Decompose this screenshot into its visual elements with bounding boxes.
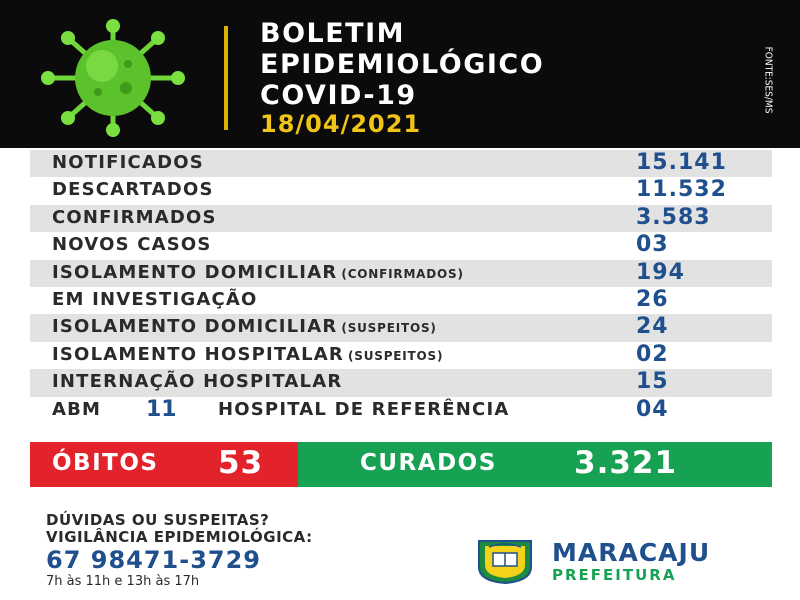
stat-value: 26 xyxy=(636,286,669,312)
deaths-label: ÓBITOS xyxy=(52,450,159,476)
stat-label: DESCARTADOS xyxy=(52,179,214,201)
bulletin-date: 18/04/2021 xyxy=(260,110,422,138)
cured-value: 3.321 xyxy=(574,445,678,481)
stat-row-em-investigacao xyxy=(30,287,772,314)
stat-row-abm xyxy=(30,397,772,424)
stat-value: 24 xyxy=(636,314,669,340)
deaths-total-box xyxy=(30,442,298,487)
title-line: BOLETIM xyxy=(260,18,406,49)
stat-row-isolamento-domiciliar-confirmados xyxy=(30,260,772,287)
stat-label: CONFIRMADOS xyxy=(52,206,217,228)
stat-row-isolamento-domiciliar-suspeitos xyxy=(30,314,772,341)
brand-city: MARACAJU xyxy=(552,538,711,567)
stat-label: ISOLAMENTO HOSPITALAR (SUSPEITOS) xyxy=(52,343,444,365)
stat-value: 02 xyxy=(636,341,669,367)
title-line: COVID-19 xyxy=(260,80,417,111)
contact-department: VIGILÂNCIA EPIDEMIOLÓGICA: xyxy=(46,528,313,546)
abm-label: ABM xyxy=(52,398,102,420)
stat-sublabel: (SUSPEITOS) xyxy=(347,348,444,363)
stat-sublabel: (CONFIRMADOS) xyxy=(341,266,464,281)
reference-hospital-label: HOSPITAL DE REFERÊNCIA xyxy=(218,398,510,420)
contact-block xyxy=(46,512,313,590)
stat-label: ISOLAMENTO DOMICILIAR (SUSPEITOS) xyxy=(52,316,437,338)
stat-row-isolamento-hospitalar-suspeitos xyxy=(30,342,772,369)
deaths-value: 53 xyxy=(218,445,264,481)
stat-value: 04 xyxy=(636,396,669,422)
coronavirus-icon xyxy=(28,18,198,138)
municipal-crest-icon xyxy=(475,537,535,585)
stat-label: NOVOS CASOS xyxy=(52,234,212,256)
stat-value: 11.532 xyxy=(636,177,727,203)
stat-value: 15 xyxy=(636,369,669,395)
bulletin-title xyxy=(260,18,544,111)
title-line: EPIDEMIOLÓGICO xyxy=(260,49,545,80)
source-note: FONTE:SES/MS xyxy=(762,46,774,114)
stat-row-notificados xyxy=(30,150,772,177)
stat-label: ISOLAMENTO DOMICILIAR (CONFIRMADOS) xyxy=(52,261,464,283)
cured-label: CURADOS xyxy=(360,450,497,476)
brand-block xyxy=(552,540,710,584)
stat-sublabel: (SUSPEITOS) xyxy=(341,321,437,336)
abm-count: 11 xyxy=(146,396,177,422)
stat-row-novos-casos xyxy=(30,232,772,259)
contact-phone[interactable]: 67 98471-3729 xyxy=(46,546,262,574)
stat-row-internacao-hospitalar xyxy=(30,369,772,396)
contact-question: DÚVIDAS OU SUSPEITAS? xyxy=(46,511,270,529)
brand-subtitle: PREFEITURA xyxy=(552,566,677,584)
stat-label: INTERNAÇÃO HOSPITALAR xyxy=(52,371,343,393)
stat-value: 03 xyxy=(636,232,669,258)
stat-value: 15.141 xyxy=(636,150,727,175)
header-banner xyxy=(0,0,800,148)
stat-row-confirmados xyxy=(30,205,772,232)
accent-divider xyxy=(224,26,228,130)
cured-total-box xyxy=(298,442,772,487)
stat-value: 194 xyxy=(636,259,685,285)
stats-table xyxy=(30,150,772,424)
stat-value: 3.583 xyxy=(636,204,711,230)
stat-label: EM INVESTIGAÇÃO xyxy=(52,288,258,310)
stat-label: NOTIFICADOS xyxy=(52,152,204,173)
contact-hours: 7h às 11h e 13h às 17h xyxy=(46,574,200,589)
stat-row-descartados xyxy=(30,177,772,204)
